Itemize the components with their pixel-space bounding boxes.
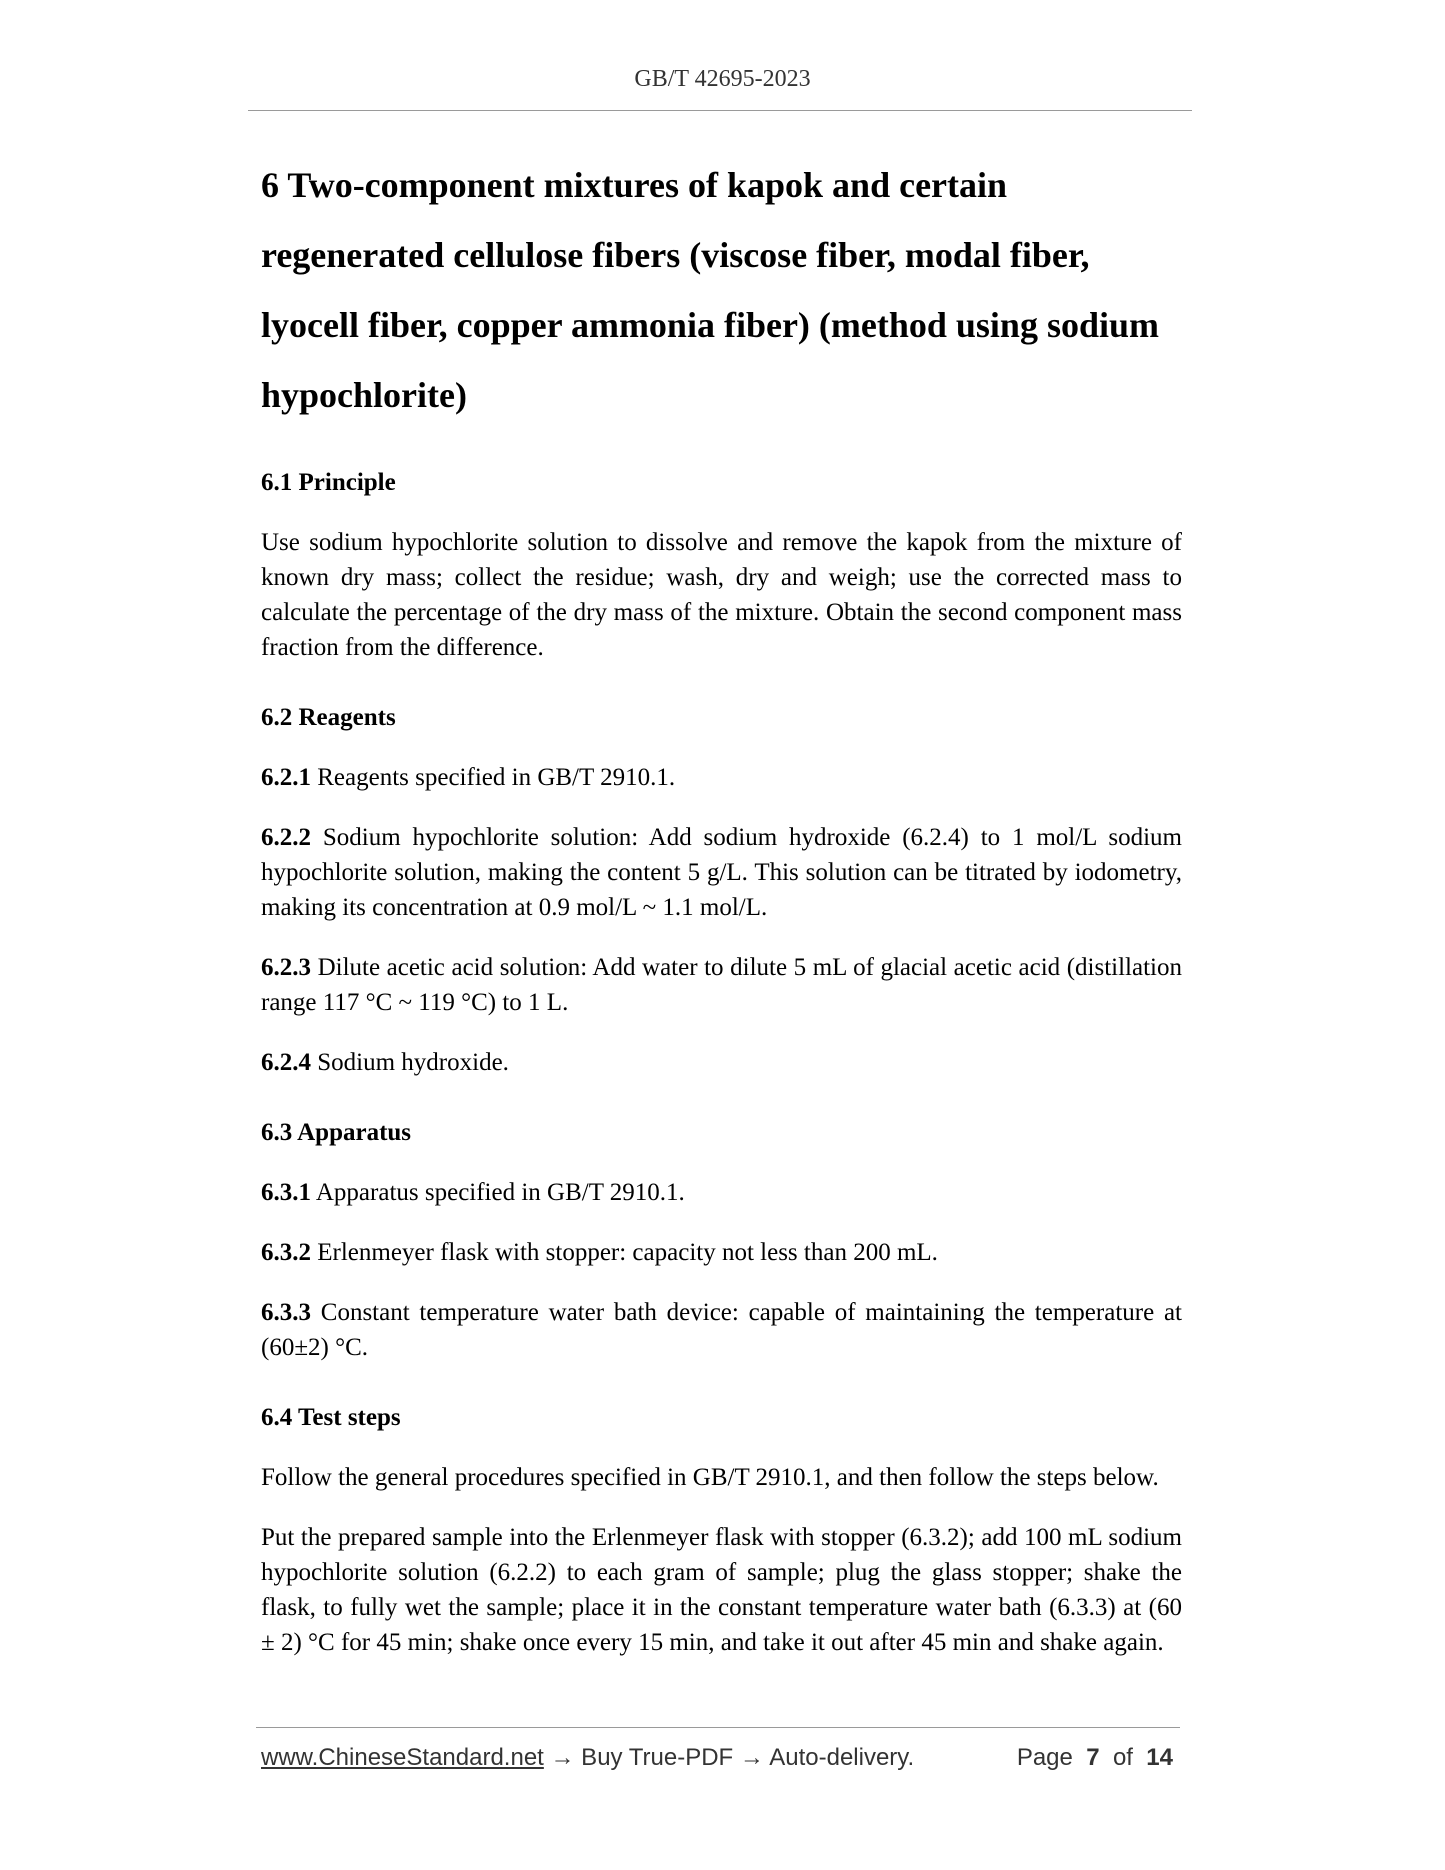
page-label: Page xyxy=(1016,1744,1073,1771)
reagent-item-6-2-4 xyxy=(261,1045,1182,1080)
page-indicator xyxy=(1017,1744,1173,1772)
header-divider xyxy=(248,110,1192,111)
test-steps-paragraph-2: Put the prepared sample into the Erlenmeyer flask with stopper (6.3.2); add 100 mL sodium hypochlorite solution (6.2.2) to each gram of sample; plug the glass stopper; shake the flask, to fully wet the sample; place it in the constant temperature water bath (6.3.3) at (60 ± 2) °C for 45 min; shake once every 15 min, and take it out after 45 min and shake again. xyxy=(261,1524,1182,1656)
clause-text: Erlenmeyer flask with stopper: capacity not less than 200 mL. xyxy=(311,1239,938,1266)
clause-number: 6.3.3 xyxy=(261,1299,311,1326)
reagent-item-6-2-2 xyxy=(261,820,1182,925)
page-footer xyxy=(261,1744,1173,1772)
clause-text: Constant temperature water bath device: capable of maintaining the temperature at (60±2) °C. xyxy=(261,1299,1182,1361)
apparatus-item-6-3-2 xyxy=(261,1235,1182,1270)
apparatus-item-6-3-3 xyxy=(261,1295,1182,1365)
page-total: 14 xyxy=(1146,1744,1173,1771)
reagent-item-6-2-3 xyxy=(261,950,1182,1020)
page-content xyxy=(261,150,1182,1660)
clause-number: 6.2.1 xyxy=(261,764,311,791)
page-current: 7 xyxy=(1086,1744,1100,1771)
section-title: 6 Two-component mixtures of kapok and certain regenerated cellulose fibers (viscose fiber, modal fiber, lyocell fiber, copper ammonia fiber) (method using sodium hypochlorite) xyxy=(261,165,1159,415)
apparatus-item-6-3-1 xyxy=(261,1175,1182,1210)
clause-number: 6.2.3 xyxy=(261,954,311,981)
clause-number: 6.3.1 xyxy=(261,1179,311,1206)
footer-promo-text: → Buy True-PDF → Auto-delivery. xyxy=(543,1744,915,1771)
heading-6-1: 6.1 Principle xyxy=(261,469,396,496)
heading-6-3: 6.3 Apparatus xyxy=(261,1119,412,1146)
document-code: GB/T 42695-2023 xyxy=(634,66,811,92)
principle-paragraph: Use sodium hypochlorite solution to dissolve and remove the kapok from the mixture of known dry mass; collect the residue; wash, dry and weigh; use the corrected mass to calculate the percentage of the dry mass of the mixture. Obtain the second component mass fraction from the difference. xyxy=(261,529,1182,661)
website-link[interactable]: www.ChineseStandard.net xyxy=(261,1744,544,1771)
page-of-label: of xyxy=(1112,1744,1133,1771)
clause-text: Reagents specified in GB/T 2910.1. xyxy=(311,764,676,791)
clause-number: 6.2.2 xyxy=(261,824,311,851)
footer-divider xyxy=(256,1727,1180,1728)
heading-6-4: 6.4 Test steps xyxy=(261,1404,401,1431)
clause-text: Apparatus specified in GB/T 2910.1. xyxy=(311,1179,685,1206)
reagent-item-6-2-1 xyxy=(261,760,1182,795)
clause-text: Sodium hydroxide. xyxy=(311,1049,509,1076)
clause-text: Dilute acetic acid solution: Add water to dilute 5 mL of glacial acetic acid (distillation range 117 °C ~ 119 °C) to 1 L. xyxy=(261,954,1182,1016)
clause-number: 6.2.4 xyxy=(261,1049,311,1076)
clause-text: Sodium hypochlorite solution: Add sodium hydroxide (6.2.4) to 1 mol/L sodium hypochlorite solution, making the content 5 g/L. This solution can be titrated by iodometry, making its concentration at 0.9 mol/L ~ 1.1 mol/L. xyxy=(261,824,1182,921)
heading-6-2: 6.2 Reagents xyxy=(261,704,396,731)
test-steps-paragraph-1: Follow the general procedures specified in GB/T 2910.1, and then follow the steps below. xyxy=(261,1464,1159,1491)
clause-number: 6.3.2 xyxy=(261,1239,311,1266)
